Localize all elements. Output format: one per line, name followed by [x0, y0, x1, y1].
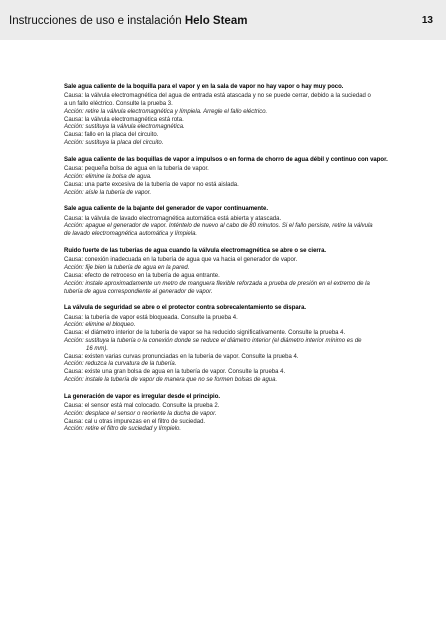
- action-line: 16 mm).: [86, 345, 109, 352]
- header-title: [9, 15, 247, 27]
- cause-line: Causa: existen varias curvas pronunciadas en la tubería de vapor. Consulte la prueba 4.: [64, 353, 299, 360]
- troubleshooting-section: [64, 83, 420, 148]
- cause-line: Causa: la válvula electromagnética del agua de entrada está atascada y no se puede cerrar, debido a la suciedad o: [64, 93, 371, 100]
- action-line: Acción: instale aproximadamente un metro de manguera flexible reforzada a prueba de presión en el extremo de la: [64, 280, 370, 287]
- header-title-product: Helo Steam: [184, 15, 248, 27]
- action-line: Acción: elimine el bloqueo.: [64, 322, 136, 329]
- troubleshooting-section: [64, 156, 420, 197]
- cause-line: a un fallo eléctrico. Consulte la prueba 3.: [64, 101, 173, 108]
- troubleshooting-section: [64, 393, 420, 434]
- troubleshooting-section: [64, 247, 420, 296]
- action-line: Acción: sustituya la tubería o la conexión donde se reduce el diámetro interior (el diámetro interior mínimo es de: [64, 338, 362, 345]
- page-number: 13: [421, 15, 433, 26]
- cause-line: Causa: cal u otras impurezas en el filtro de suciedad.: [64, 418, 206, 425]
- section-title: Sale agua caliente de la boquilla para el vapor y en la sala de vapor no hay vapor o hay muy poco.: [64, 84, 344, 90]
- action-line: Acción: desplace el sensor o reoriente la ducha de vapor.: [64, 410, 217, 417]
- cause-line: Causa: fallo en la placa del circuito.: [64, 132, 159, 139]
- action-line: Acción: retire el filtro de suciedad y límpielo.: [64, 426, 182, 433]
- page-header: [0, 0, 446, 40]
- action-line: Acción: elimine la bolsa de agua.: [64, 173, 152, 180]
- section-title: Ruido fuerte de las tuberías de agua cuando la válvula electromagnética se abre o se cierra.: [64, 248, 327, 255]
- cause-line: Causa: el sensor está mal colocado. Consulte la prueba 2.: [64, 403, 220, 410]
- cause-line: Causa: conexión inadecuada en la tubería de agua que va hacia el generador de vapor.: [64, 257, 298, 264]
- cause-line: Causa: la tubería de vapor está bloqueada. Consulte la prueba 4.: [64, 314, 238, 321]
- cause-line: Causa: efecto de retroceso en la tubería de agua entrante.: [64, 272, 220, 279]
- action-line: Acción: reduzca la curvatura de la tubería.: [64, 361, 177, 368]
- action-line: tubería de agua correspondiente al generador de vapor.: [64, 288, 213, 295]
- cause-line: Causa: pequeña bolsa de agua en la tubería de vapor.: [64, 166, 209, 173]
- action-line: Acción: fije bien la tubería de agua en la pared.: [64, 265, 190, 272]
- action-line: Acción: sustituya la válvula electromagnética.: [64, 124, 185, 131]
- section-title: La válvula de seguridad se abre o el protector contra sobrecalentamiento se dispara.: [64, 305, 307, 312]
- cause-line: Causa: existe una gran bolsa de agua en la tubería de vapor. Consulte la prueba 4.: [64, 369, 286, 376]
- action-line: Acción: sustituya la placa del circuito.: [64, 140, 164, 147]
- action-line: Acción: instale la tubería de vapor de manera que no se formen bolsas de agua.: [64, 377, 278, 383]
- troubleshooting-section: [64, 205, 420, 239]
- cause-line: Causa: la válvula electromagnética está rota.: [64, 116, 184, 123]
- troubleshooting-content: [64, 83, 420, 442]
- cause-line: Causa: el diámetro interior de la tubería de vapor se ha reducido significativamente. Consulte la prueba 4.: [64, 330, 346, 337]
- action-line: Acción: apague el generador de vapor. Inténtelo de nuevo al cabo de 80 minutos. Si el fallo persiste, retire la válvula: [64, 223, 373, 230]
- action-line: Acción: retire la válvula electromagnética y límpiela. Arregle el fallo eléctrico.: [64, 108, 268, 115]
- cause-line: Causa: la válvula de lavado electromagnética automática está abierta y atascada.: [64, 215, 282, 222]
- action-line: Acción: aísle la tubería de vapor.: [64, 189, 152, 196]
- header-title-prefix: Instrucciones de uso e instalación: [9, 15, 182, 27]
- section-title: Sale agua caliente de la bajante del generador de vapor continuamente.: [64, 206, 269, 213]
- action-line: de lavado electromagnética automática y límpiela.: [64, 231, 198, 238]
- troubleshooting-section: [64, 304, 420, 384]
- section-title: La generación de vapor es irregular desde el principio.: [64, 393, 221, 400]
- cause-line: Causa: una parte excesiva de la tubería de vapor no está aislada.: [64, 181, 239, 188]
- section-title: Sale agua caliente de las boquillas de vapor a impulsos o en forma de chorro de agua débil y continuo con vapor.: [64, 156, 388, 163]
